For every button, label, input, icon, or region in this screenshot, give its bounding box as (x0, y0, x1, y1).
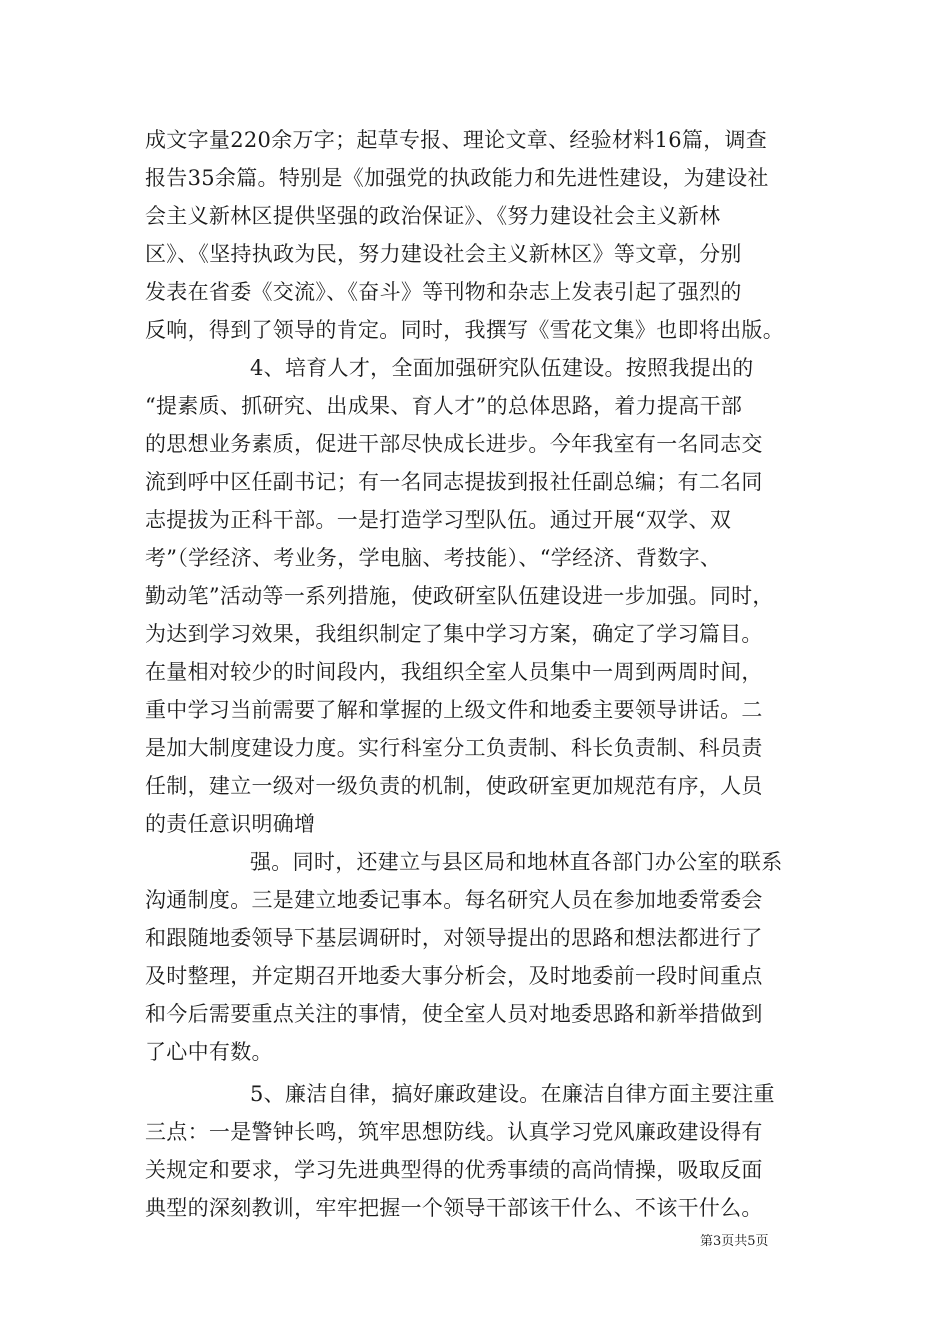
text-line: 重中学习当前需要了解和掌握的上级文件和地委主要领导讲话。二 (145, 698, 763, 722)
text-line: 勤动笔”活动等一系列措施，使政研室队伍建设进一步加强。同时， (145, 584, 774, 608)
text-line: 成文字量220余万字；起草专报、理论文章、经验材料16篇，调查 (145, 128, 768, 152)
text-line: 是加大制度建设力度。实行科室分工负责制、科长负责制、科员责 (145, 736, 763, 760)
text-line: 考”（学经济、考业务，学电脑、考技能）、“学经济、背数字、 (145, 546, 722, 570)
text-line: 反响，得到了领导的肯定。同时，我撰写《雪花文集》也即将出版。 (145, 318, 784, 342)
text-line: 的责任意识明确增 (145, 812, 316, 836)
paragraph-heading-4: 4、培育人才，全面加强研究队伍建设。按照我提出的 (250, 356, 754, 380)
text-line: 及时整理，并定期召开地委大事分析会，及时地委前一段时间重点 (145, 964, 763, 988)
text-line: 流到呼中区任副书记；有一名同志提拔到报社任副总编；有二名同 (145, 470, 763, 494)
text-line: 和今后需要重点关注的事情，使全室人员对地委思路和新举措做到 (145, 1002, 763, 1026)
page-number: 第3页共5页 (700, 1234, 769, 1249)
text-line: 会主义新林区提供坚强的政治保证》、《努力建设社会主义新林 (145, 204, 721, 228)
text-line: 三点：一是警钟长鸣，筑牢思想防线。认真学习党风廉政建设得有 (145, 1120, 763, 1144)
text-line: 报告35余篇。特别是《加强党的执政能力和先进性建设，为建设社 (145, 166, 769, 190)
text-line: 沟通制度。三是建立地委记事本。每名研究人员在参加地委常委会 (145, 888, 763, 912)
text-line: 为达到学习效果，我组织制定了集中学习方案，确定了学习篇目。 (145, 622, 763, 646)
text-line: 了心中有数。 (145, 1040, 273, 1064)
text-line: 志提拔为正科干部。一是打造学习型队伍。通过开展“双学、双 (145, 508, 732, 532)
text-line: 强。同时，还建立与县区局和地林直各部门办公室的联系 (250, 850, 783, 874)
text-line: 典型的深刻教训，牢牢把握一个领导干部该干什么、不该干什么。 (145, 1196, 763, 1220)
paragraph-heading-5: 5、廉洁自律，搞好廉政建设。在廉洁自律方面主要注重 (250, 1082, 775, 1106)
text-line: 发表在省委《交流》、《奋斗》等刊物和杂志上发表引起了强烈的 (145, 280, 742, 304)
text-line: 关规定和要求，学习先进典型得的优秀事绩的高尚情操，吸取反面 (145, 1158, 763, 1182)
text-line: 的思想业务素质，促进干部尽快成长进步。今年我室有一名同志交 (145, 432, 763, 456)
text-line: 任制，建立一级对一级负责的机制，使政研室更加规范有序，人员 (145, 774, 763, 798)
text-line: 和跟随地委领导下基层调研时，对领导提出的思路和想法都进行了 (145, 926, 763, 950)
text-line: “提素质、抓研究、出成果、育人才”的总体思路，着力提高干部 (145, 394, 743, 418)
text-line: 区》、《坚持执政为民，努力建设社会主义新林区》等文章，分别 (145, 242, 742, 266)
text-line: 在量相对较少的时间段内，我组织全室人员集中一周到两周时间， (145, 660, 763, 684)
